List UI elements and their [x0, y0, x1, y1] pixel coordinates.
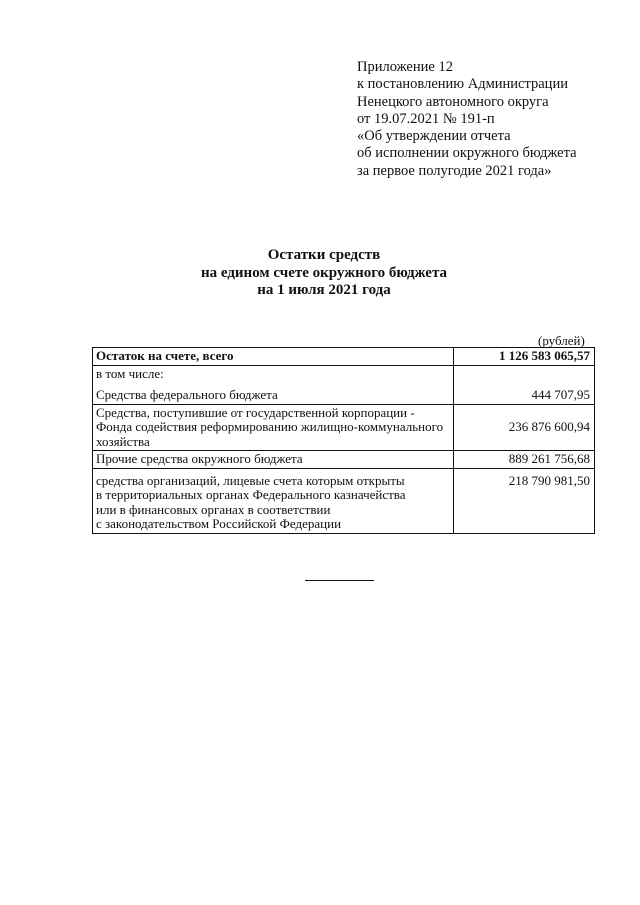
organizations-label-line: с законодательством Российской Федерации	[96, 516, 342, 531]
appendix-line: об исполнении окружного бюджета	[357, 145, 577, 162]
total-value: 1 126 583 065,57	[454, 348, 595, 366]
closing-rule	[305, 580, 374, 581]
balance-table	[92, 347, 595, 534]
including-value	[454, 365, 595, 382]
housing-fund-label-line: хозяйства	[96, 433, 150, 449]
total-label: Остаток на счете, всего	[93, 348, 454, 366]
title-line: Остатки средств	[267, 247, 381, 263]
title-line: на едином счете окружного бюджета	[200, 264, 448, 281]
table-row-organizations	[93, 468, 595, 533]
table-row-including	[93, 365, 595, 382]
table-row-total	[93, 348, 595, 366]
including-label: в том числе:	[93, 365, 454, 382]
appendix-line: Ненецкого автономного округа	[357, 93, 549, 110]
appendix-line: «Об утверждении отчета	[357, 128, 511, 145]
housing-fund-value: 236 876 600,94	[454, 404, 595, 451]
other-label: Прочие средства окружного бюджета	[93, 451, 454, 469]
organizations-label	[93, 468, 454, 533]
organizations-label-line: или в финансовых органах в соответствии	[96, 501, 331, 517]
housing-fund-label	[93, 404, 454, 451]
appendix-line: от 19.07.2021 № 191-п	[357, 110, 495, 127]
organizations-label-line: средства организаций, лицевые счета которым открыты	[96, 472, 405, 488]
organizations-label-line: в территориальных органах Федерального казначейства	[96, 487, 406, 502]
housing-fund-label-line: Средства, поступившие от государственной корпорации -	[96, 404, 415, 420]
other-value: 889 261 756,68	[454, 451, 595, 469]
table-row-housing-fund	[93, 404, 595, 451]
appendix-line: за первое полугодие 2021 года»	[357, 162, 552, 179]
appendix-line: Приложение 12	[357, 59, 453, 75]
organizations-value: 218 790 981,50	[454, 468, 595, 533]
units-label: (рублей)	[538, 333, 585, 348]
federal-label: Средства федерального бюджета	[93, 382, 454, 404]
housing-fund-label-line: Фонда содействия реформированию жилищно-коммунального	[96, 419, 444, 434]
appendix-header	[357, 59, 627, 180]
federal-value: 444 707,95	[454, 382, 595, 404]
table-row-other	[93, 451, 595, 469]
appendix-line: к постановлению Администрации	[357, 76, 568, 93]
table-row-federal	[93, 382, 595, 404]
document-title	[0, 247, 640, 300]
title-line: на 1 июля 2021 года	[257, 282, 391, 298]
